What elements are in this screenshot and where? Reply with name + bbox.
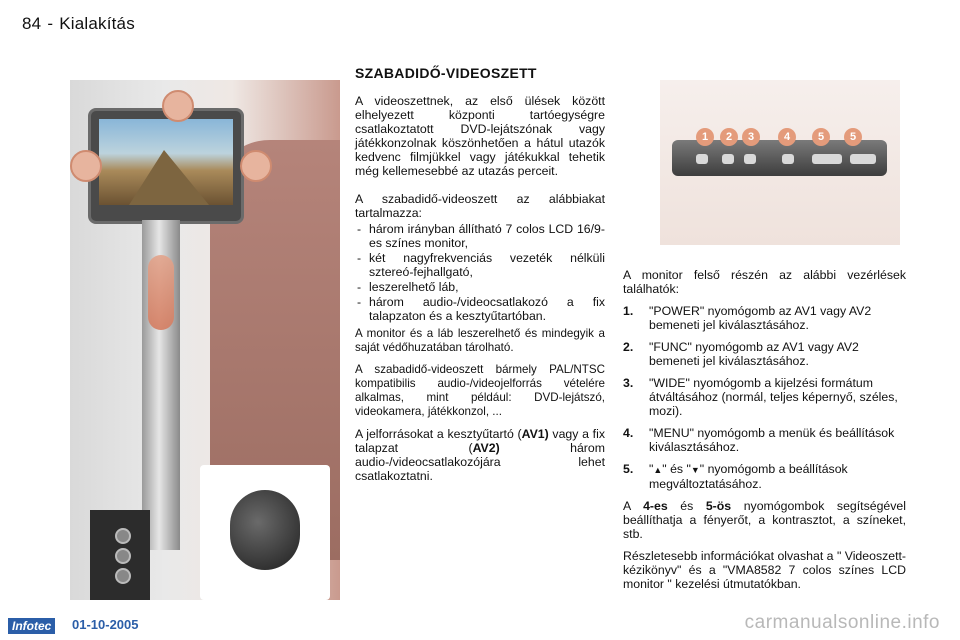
text: nyomógombok segítségével beállíthatja a fényerőt, a kontrasztot, a színeket, stb. — [623, 499, 906, 541]
list-item: - két nagyfrekvenciás vezeték nélküli sztereó-fejhallgató, — [355, 251, 605, 279]
contents-list — [355, 222, 605, 323]
av1-label: AV1) — [521, 427, 549, 441]
up-arrow-icon: ▲ — [653, 465, 663, 475]
text: A — [623, 499, 644, 513]
item-number: 2. — [623, 340, 634, 354]
callout-number: 2 — [720, 128, 738, 146]
button-5-label: 5-ös — [705, 499, 732, 513]
sources-paragraph — [355, 427, 605, 483]
av-socket-panel — [90, 510, 150, 600]
list-item — [623, 304, 906, 332]
av2-label: AV2) — [472, 441, 500, 455]
monitor-screen — [99, 119, 233, 205]
header-separator: - — [47, 14, 54, 33]
headphones-image — [200, 465, 330, 600]
callout-number: 3 — [742, 128, 760, 146]
menu-button-image — [782, 154, 794, 164]
av-jack-icon — [115, 528, 131, 544]
monitor-image — [88, 108, 244, 224]
list-item: - három audio-/videocsatlakozó a fix talapzaton és a kesztyűtartóban. — [355, 295, 605, 323]
list-item — [623, 426, 906, 454]
infotec-logo: Infotec — [8, 618, 55, 634]
adjust-button-image — [850, 154, 876, 164]
main-column — [355, 66, 605, 491]
wide-button-image — [744, 154, 756, 164]
button-4-label: 4-es — [643, 499, 668, 513]
contents-intro: A szabadidő-videoszett az alábbiakat tartalmazza: — [355, 192, 605, 220]
page-header — [22, 14, 135, 34]
item-number: 4. — [623, 426, 634, 440]
list-item: - három irányban állítható 7 colos LCD 16/9-es színes monitor, — [355, 222, 605, 250]
rotate-arrow-icon — [162, 90, 194, 122]
monitor-controls-photo — [660, 80, 900, 245]
func-button-image — [722, 154, 734, 164]
text: és — [667, 499, 706, 513]
item-text-mid: " és " — [662, 462, 691, 476]
footer-date: 01-10-2005 — [72, 617, 139, 632]
item-text: "MENU" nyomógomb a menük és beállítások kiválasztásához. — [649, 426, 895, 454]
more-info-paragraph: Részletesebb információkat olvashat a " Videoszett-kézikönyv" és a "VMA8582 7 colos színes LCD monitor " kezelési útmutatókban. — [623, 549, 907, 591]
watermark: carmanualsonline.info — [744, 612, 940, 633]
compatibility-paragraph: A szabadidő-videoszett bármely PAL/NTSC kompatibilis audio-/videojelforrás vételére alkalmas, mint például: DVD-lejátszó, videokamera, játékkonzol, ... — [355, 363, 605, 418]
item-text — [649, 462, 906, 491]
monitor-intro: A monitor felső részén az alábbi vezérlések találhatók: — [623, 268, 906, 296]
list-item — [623, 340, 906, 368]
item-text: "WIDE" nyomógomb a kijelzési formátum átváltásához (normál, teljes képernyő, széles, mozi). — [649, 376, 898, 418]
intro-paragraph: A videoszettnek, az első ülések között elhelyezett központi tartóegységre csatlakoztatott DVD-lejátszónak vagy játékkonzolnak köszönhetően a hátul utazók kedvenc filmjükkel vagy játékukkal tehetik még kellemesebbé az utazás perceit. — [355, 94, 605, 178]
sources-text: vagy a fix talapzat ( — [355, 427, 605, 455]
list-item — [623, 376, 906, 418]
quote: " — [649, 462, 654, 476]
rotate-arrow-icon — [70, 150, 102, 182]
buttons-paragraph — [623, 499, 906, 541]
av-jack-icon — [115, 548, 131, 564]
video-set-photo — [70, 80, 340, 600]
page-number: 84 — [22, 14, 42, 33]
callout-number: 5 — [812, 128, 830, 146]
list-item: - leszerelhető láb, — [355, 280, 605, 294]
item-text: "FUNC" nyomógomb az AV1 vagy AV2 bemeneti jel kiválasztásához. — [649, 340, 859, 368]
rotate-arrow-icon — [240, 150, 272, 182]
callout-number: 1 — [696, 128, 714, 146]
callout-number: 4 — [778, 128, 796, 146]
controls-column — [623, 268, 906, 599]
power-button-image — [696, 154, 708, 164]
down-arrow-icon: ▼ — [690, 465, 700, 475]
section-title: Kialakítás — [59, 14, 135, 33]
adjust-button-image — [812, 154, 842, 164]
item-text: "POWER" nyomógomb az AV1 vagy AV2 bemeneti jel kiválasztásához. — [649, 304, 872, 332]
list-item — [623, 462, 906, 491]
sources-text: három audio-/videocsatlakozójára lehet csatlakoztatni. — [355, 441, 605, 483]
sources-text: A jelforrásokat a kesztyűtartó ( — [355, 427, 522, 441]
vertical-adjust-arrow-icon — [148, 255, 174, 330]
item-number: 3. — [623, 376, 634, 390]
callout-number: 5 — [844, 128, 862, 146]
item-number: 1. — [623, 304, 634, 318]
item-number: 5. — [623, 462, 634, 476]
av-jack-icon — [115, 568, 131, 584]
item-text-rest: " nyomógomb a beállítások megváltoztatásához. — [649, 462, 848, 491]
article-title: SZABADIDŐ-VIDEOSZETT — [355, 65, 537, 81]
storage-note: A monitor és a láb leszerelhető és mindegyik a saját védőhuzatában tárolható. — [355, 327, 605, 354]
